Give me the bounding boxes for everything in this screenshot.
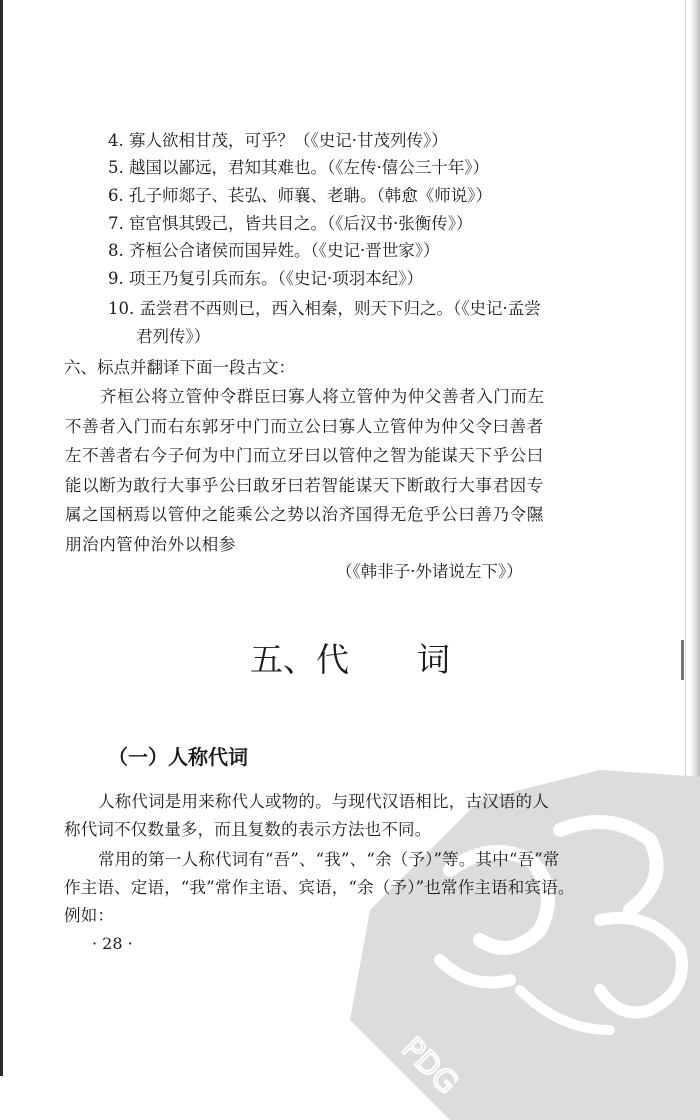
chapter-title-part1: 五、代 [250, 640, 349, 679]
exercise-item: 6. 孔子师郯子、苌弘、师襄、老聃。（韩愈《师说》） [108, 186, 492, 205]
body-line: 作主语、定语，“我”常作主语、宾语，“余（予）”也常作主语和宾语。 [64, 878, 575, 897]
watermark-text: PDG [394, 1030, 465, 1102]
passage-line: 齐桓公将立管仲令群臣曰寡人将立管仲为仲父善者入门而左 [100, 387, 545, 406]
body-line: 人称代词是用来称代人或物的。与现代汉语相比，古汉语的人 [98, 792, 549, 811]
exercise-item-continued: 君列传》） [136, 327, 211, 346]
subsection-heading: （一）人称代词 [108, 745, 248, 769]
passage-line: 属之国柄焉以管仲之能乘公之势以治齐国得无危乎公曰善乃令隰 [65, 505, 544, 524]
page-number: · 28 · [92, 934, 133, 953]
chapter-title [0, 640, 700, 680]
page-left-edge [0, 0, 3, 1076]
section-six-title: 六、标点并翻译下面一段古文： [64, 358, 295, 377]
passage-line: 不善者入门而右东郭牙中门而立公曰寡人立管仲为仲父令曰善者 [65, 417, 544, 436]
pdg-seal-icon [330, 760, 700, 1120]
body-line: 常用的第一人称代词有“吾”、“我”、“余（予）”等。其中“吾”常 [98, 850, 560, 869]
passage-line: 左不善者右今子何为中门而立牙曰以管仲之智为能谋天下乎公曰 [65, 446, 544, 465]
passage-line: 朋治内管仲治外以相参 [65, 535, 236, 554]
exercise-item: 4. 寡人欲相甘茂，可乎？（《史记·甘茂列传》） [108, 131, 448, 150]
passage-citation: （《韩非子·外诸说左下》） [336, 562, 523, 581]
chapter-title-part2: 词 [417, 640, 450, 679]
body-line: 称代词不仅数量多，而且复数的表示方法也不同。 [64, 820, 432, 839]
exercise-item: 10. 孟尝君不西则已，西入相秦，则天下归之。（《史记·孟尝 [108, 299, 541, 318]
exercise-item: 5. 越国以鄙远，君知其难也。（《左传·僖公三十年》） [108, 158, 489, 177]
body-line: 例如： [64, 906, 115, 925]
exercise-item: 7. 宦官惧其毁己，皆共目之。（《后汉书·张衡传》） [108, 214, 473, 233]
exercise-item: 8. 齐桓公合诸侯而国异姓。（《史记·晋世家》） [108, 241, 440, 260]
passage-line: 能以断为敢行大事乎公曰敢牙曰若智能谋天下断敢行大事君因专 [65, 476, 544, 495]
exercise-item: 9. 项王乃复引兵而东。（《史记·项羽本纪》） [108, 269, 423, 288]
